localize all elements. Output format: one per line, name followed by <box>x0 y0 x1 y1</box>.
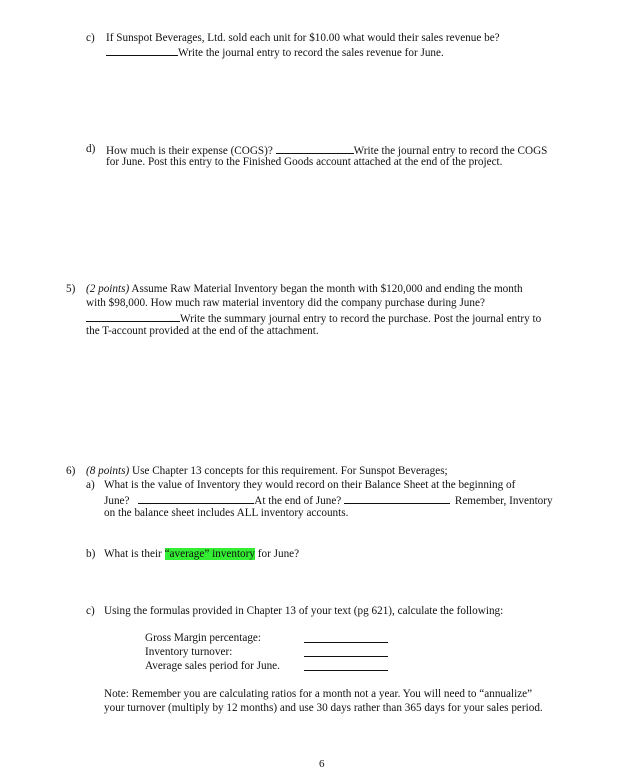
q6-label: 6) <box>66 465 76 477</box>
q6b-post: for June? <box>254 548 300 560</box>
q4c-label: c) <box>86 32 95 44</box>
answer-blank-sales-period[interactable] <box>304 659 388 671</box>
answer-blank[interactable] <box>344 492 450 504</box>
q4d-line2: for June. Post this entry to the Finished Goods account attached at the end of the project. <box>106 156 503 168</box>
q6b-pre: What is their <box>104 548 165 560</box>
q6a-line1: What is the value of Inventory they would record on their Balance Sheet at the beginning of <box>104 479 516 491</box>
ratio-item-gross-margin: Gross Margin percentage: <box>145 632 261 644</box>
q4d-label: d) <box>86 143 96 155</box>
q6a-end-of-june: At the end of June? <box>254 495 342 507</box>
q5-line4: the T-account provided at the end of the attachment. <box>86 325 319 337</box>
q5-line1 <box>86 282 523 296</box>
q5-points: (2 points) <box>86 283 130 295</box>
answer-blank-gross-margin[interactable] <box>304 631 388 643</box>
answer-blank[interactable] <box>138 492 254 504</box>
ratio-item-inventory-turnover: Inventory turnover: <box>145 646 233 658</box>
ratio-item-average-sales-period: Average sales period for June. <box>145 660 280 672</box>
q6-intro-text: Use Chapter 13 concepts for this requirement. For Sunspot Beverages; <box>132 465 448 477</box>
q6a-line3: on the balance sheet includes ALL inventory accounts. <box>104 507 349 519</box>
q6c-note-line1: Note: Remember you are calculating ratios for a month not a year. You will need to “annualize” <box>104 688 533 700</box>
q4c-line2 <box>106 44 444 60</box>
answer-blank-inventory-turnover[interactable] <box>304 645 388 657</box>
q4d-line1b: Write the journal entry to record the COGS <box>353 145 548 157</box>
q5-line3-text: Write the summary journal entry to record the purchase. Post the journal entry to <box>180 313 542 325</box>
answer-blank[interactable] <box>276 142 354 154</box>
highlighted-average-inventory: “average” inventory <box>164 548 255 560</box>
q6-points: (8 points) <box>86 465 130 477</box>
q6c-note-line2: your turnover (multiply by 12 months) and use 30 days rather than 365 days for your sales period. <box>104 702 543 714</box>
q6b-line <box>104 547 299 561</box>
q6b-label: b) <box>86 548 96 560</box>
q5-label: 5) <box>66 283 76 295</box>
page-number: 6 <box>319 758 325 770</box>
q4c-line1: If Sunspot Beverages, Ltd. sold each unit for $10.00 what would their sales revenue be? <box>106 32 500 44</box>
q6a-june: June? <box>104 495 130 507</box>
q5-line1-text: Assume Raw Material Inventory began the month with $120,000 and ending the month <box>131 283 523 295</box>
q6c-line1: Using the formulas provided in Chapter 13 of your text (pg 621), calculate the following: <box>104 605 504 617</box>
q5-line2: with $98,000. How much raw material inventory did the company purchase during June? <box>86 297 485 309</box>
answer-blank[interactable] <box>86 310 180 322</box>
q6-intro <box>86 464 448 478</box>
q4c-line2-text: Write the journal entry to record the sales revenue for June. <box>178 47 444 59</box>
q6a-label: a) <box>86 479 95 491</box>
q6a-remember: Remember, Inventory <box>454 495 553 507</box>
answer-blank[interactable] <box>106 44 178 56</box>
q6c-label: c) <box>86 605 95 617</box>
q4d-line1a: How much is their expense (COGS)? <box>106 145 273 157</box>
